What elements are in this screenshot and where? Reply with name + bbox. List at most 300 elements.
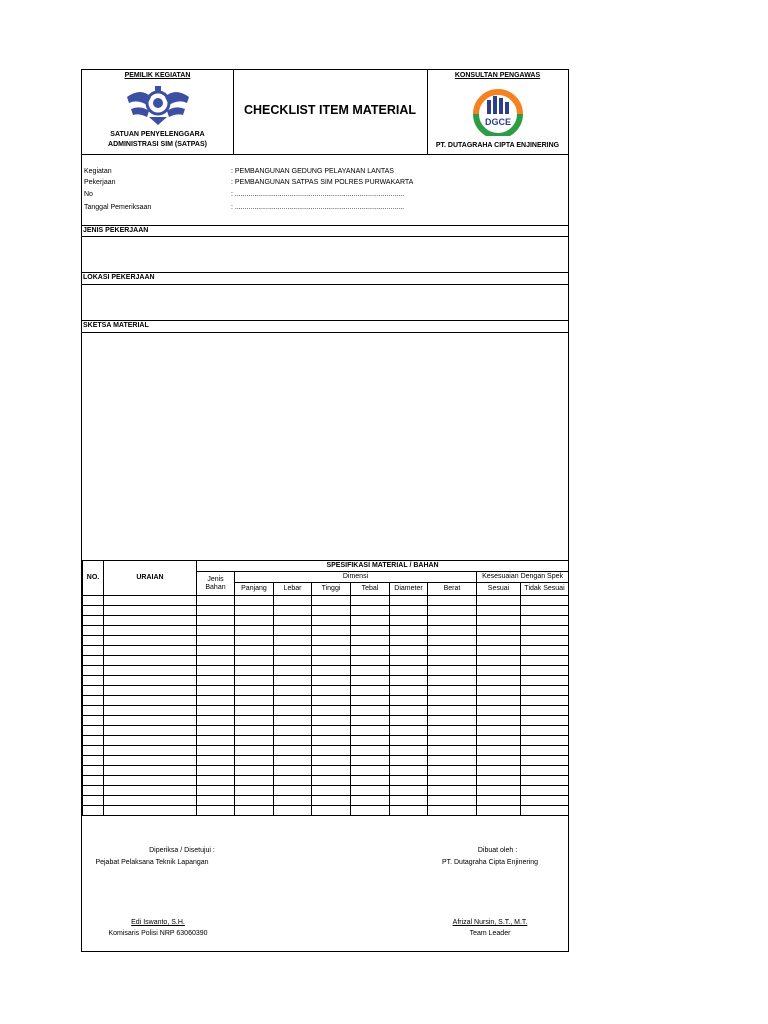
- table-cell: [274, 736, 312, 746]
- col-uraian-header: URAIAN: [104, 561, 197, 596]
- table-cell: [274, 616, 312, 626]
- material-spec-table: [82, 560, 569, 816]
- table-cell: [477, 736, 521, 746]
- col-tebal-header: Tebal: [351, 583, 390, 596]
- table-cell: [351, 686, 390, 696]
- table-cell: [104, 626, 197, 636]
- table-cell: [390, 626, 428, 636]
- table-cell: [521, 806, 569, 816]
- table-cell: [312, 746, 351, 756]
- table-cell: [235, 746, 274, 756]
- table-row: [83, 676, 569, 686]
- table-cell: [104, 636, 197, 646]
- table-cell: [390, 676, 428, 686]
- table-cell: [104, 766, 197, 776]
- table-cell: [83, 646, 104, 656]
- table-cell: [197, 656, 235, 666]
- table-cell: [390, 706, 428, 716]
- owner-name-line2: ADMINISTRASI SIM (SATPAS): [108, 141, 207, 148]
- table-cell: [428, 746, 477, 756]
- table-cell: [351, 766, 390, 776]
- table-cell: [351, 786, 390, 796]
- table-cell: [197, 776, 235, 786]
- table-cell: [351, 796, 390, 806]
- table-cell: [235, 676, 274, 686]
- no-value: : .......................................................................................: [231, 191, 405, 198]
- col-lebar-header: Lebar: [274, 583, 312, 596]
- table-cell: [351, 726, 390, 736]
- col-diameter-header: Diameter: [390, 583, 428, 596]
- table-cell: [312, 656, 351, 666]
- table-cell: [197, 806, 235, 816]
- table-cell: [104, 726, 197, 736]
- table-cell: [428, 666, 477, 676]
- table-cell: [312, 676, 351, 686]
- table-row: [83, 766, 569, 776]
- table-cell: [104, 706, 197, 716]
- table-cell: [83, 656, 104, 666]
- table-cell: [197, 726, 235, 736]
- table-cell: [83, 606, 104, 616]
- table-cell: [477, 796, 521, 806]
- table-cell: [390, 606, 428, 616]
- table-cell: [274, 676, 312, 686]
- table-cell: [83, 636, 104, 646]
- table-cell: [197, 766, 235, 776]
- table-cell: [104, 646, 197, 656]
- table-cell: [312, 786, 351, 796]
- table-cell: [428, 806, 477, 816]
- table-cell: [274, 686, 312, 696]
- table-cell: [351, 626, 390, 636]
- checklist-sheet: [81, 69, 569, 952]
- table-cell: [83, 806, 104, 816]
- table-cell: [274, 696, 312, 706]
- dgce-logo-icon: [471, 84, 525, 136]
- table-cell: [274, 796, 312, 806]
- table-cell: [104, 776, 197, 786]
- table-cell: [235, 736, 274, 746]
- table-cell: [83, 616, 104, 626]
- kegiatan-value: : PEMBANGUNAN GEDUNG PELAYANAN LANTAS: [231, 168, 394, 175]
- table-cell: [197, 686, 235, 696]
- pekerjaan-label: Pekerjaan: [84, 179, 116, 186]
- table-cell: [428, 796, 477, 806]
- table-cell: [477, 596, 521, 606]
- table-cell: [235, 656, 274, 666]
- table-cell: [104, 756, 197, 766]
- table-cell: [390, 776, 428, 786]
- table-cell: [274, 636, 312, 646]
- table-cell: [312, 776, 351, 786]
- table-cell: [312, 626, 351, 636]
- table-row: [83, 806, 569, 816]
- table-cell: [428, 706, 477, 716]
- table-cell: [83, 736, 104, 746]
- col-jenis-bahan-header: [197, 572, 235, 596]
- sketsa-sub-line: [82, 332, 568, 333]
- table-cell: [521, 616, 569, 626]
- table-cell: [521, 766, 569, 776]
- table-cell: [390, 806, 428, 816]
- table-row: [83, 746, 569, 756]
- table-cell: [83, 696, 104, 706]
- table-cell: [235, 716, 274, 726]
- table-cell: [235, 786, 274, 796]
- table-cell: [390, 796, 428, 806]
- table-cell: [312, 616, 351, 626]
- table-cell: [428, 736, 477, 746]
- table-cell: [390, 656, 428, 666]
- table-cell: [521, 726, 569, 736]
- table-cell: [428, 726, 477, 736]
- table-cell: [235, 686, 274, 696]
- table-cell: [521, 736, 569, 746]
- table-cell: [312, 686, 351, 696]
- table-row: [83, 686, 569, 696]
- col-tinggi-header: Tinggi: [312, 583, 351, 596]
- table-cell: [351, 666, 390, 676]
- table-cell: [274, 806, 312, 816]
- satpas-emblem-icon: [125, 83, 191, 127]
- table-cell: [312, 736, 351, 746]
- table-cell: [312, 596, 351, 606]
- table-cell: [104, 716, 197, 726]
- table-cell: [235, 606, 274, 616]
- col-jenis-bahan-line2: Bahan: [205, 583, 226, 591]
- table-cell: [83, 726, 104, 736]
- table-cell: [428, 656, 477, 666]
- table-cell: [428, 776, 477, 786]
- table-cell: [521, 696, 569, 706]
- table-cell: [83, 706, 104, 716]
- table-cell: [477, 666, 521, 676]
- table-cell: [351, 606, 390, 616]
- table-cell: [274, 656, 312, 666]
- table-cell: [274, 596, 312, 606]
- right-org: PT. Dutagraha Cipta Enjinering: [441, 859, 539, 866]
- table-cell: [274, 766, 312, 776]
- owner-label: PEMILIK KEGIATAN: [124, 72, 191, 79]
- table-cell: [197, 596, 235, 606]
- table-cell: [104, 616, 197, 626]
- table-cell: [197, 786, 235, 796]
- table-cell: [428, 766, 477, 776]
- table-cell: [477, 786, 521, 796]
- table-cell: [235, 726, 274, 736]
- tanggal-label: Tanggal Pemeriksaan: [84, 204, 152, 211]
- table-cell: [274, 726, 312, 736]
- table-cell: [351, 696, 390, 706]
- table-cell: [477, 696, 521, 706]
- table-cell: [477, 806, 521, 816]
- table-row: [83, 726, 569, 736]
- table-cell: [477, 766, 521, 776]
- table-cell: [197, 696, 235, 706]
- table-cell: [390, 766, 428, 776]
- lokasi-pekerjaan-heading: LOKASI PEKERJAAN: [83, 274, 155, 281]
- table-row: [83, 776, 569, 786]
- table-cell: [351, 706, 390, 716]
- table-cell: [235, 596, 274, 606]
- table-cell: [351, 616, 390, 626]
- table-cell: [104, 786, 197, 796]
- table-cell: [521, 676, 569, 686]
- table-row: [83, 616, 569, 626]
- table-cell: [104, 596, 197, 606]
- table-cell: [197, 746, 235, 756]
- table-cell: [312, 726, 351, 736]
- table-cell: [521, 756, 569, 766]
- table-cell: [104, 686, 197, 696]
- left-role: Diperiksa / Disetujui :: [149, 847, 215, 854]
- table-cell: [235, 706, 274, 716]
- table-cell: [274, 606, 312, 616]
- table-row: [83, 706, 569, 716]
- table-cell: [274, 646, 312, 656]
- table-cell: [235, 806, 274, 816]
- table-cell: [390, 736, 428, 746]
- table-cell: [83, 596, 104, 606]
- table-cell: [312, 696, 351, 706]
- table-cell: [521, 796, 569, 806]
- table-cell: [235, 616, 274, 626]
- table-cell: [390, 666, 428, 676]
- table-cell: [351, 636, 390, 646]
- right-signatory-title: Team Leader: [469, 930, 511, 937]
- table-cell: [274, 626, 312, 636]
- table-cell: [351, 806, 390, 816]
- lokasi-sub-line: [82, 284, 568, 285]
- table-cell: [104, 746, 197, 756]
- table-cell: [312, 666, 351, 676]
- table-cell: [521, 776, 569, 786]
- table-cell: [390, 686, 428, 696]
- header-bottom-line: [82, 154, 568, 155]
- table-cell: [312, 766, 351, 776]
- table-cell: [312, 706, 351, 716]
- table-cell: [312, 606, 351, 616]
- table-cell: [477, 626, 521, 636]
- table-cell: [197, 606, 235, 616]
- table-cell: [197, 716, 235, 726]
- table-cell: [197, 676, 235, 686]
- table-cell: [428, 626, 477, 636]
- table-cell: [428, 646, 477, 656]
- table-cell: [521, 686, 569, 696]
- table-cell: [197, 666, 235, 676]
- table-cell: [104, 696, 197, 706]
- table-cell: [428, 676, 477, 686]
- table-cell: [477, 606, 521, 616]
- table-cell: [104, 676, 197, 686]
- left-org: Pejabat Pelaksana Teknik Lapangan: [95, 859, 209, 866]
- table-cell: [477, 686, 521, 696]
- table-cell: [274, 756, 312, 766]
- table-cell: [83, 756, 104, 766]
- table-cell: [521, 646, 569, 656]
- table-cell: [83, 786, 104, 796]
- table-cell: [83, 686, 104, 696]
- table-cell: [235, 776, 274, 786]
- table-cell: [390, 726, 428, 736]
- table-cell: [235, 756, 274, 766]
- table-cell: [274, 786, 312, 796]
- table-cell: [274, 716, 312, 726]
- table-cell: [477, 656, 521, 666]
- table-cell: [197, 626, 235, 636]
- table-cell: [428, 686, 477, 696]
- table-cell: [312, 796, 351, 806]
- jenis-pekerjaan-heading: JENIS PEKERJAAN: [83, 227, 149, 234]
- pekerjaan-value: : PEMBANGUNAN SATPAS SIM POLRES PURWAKARTA: [231, 179, 414, 186]
- table-cell: [104, 806, 197, 816]
- col-spesifikasi-header: SPESIFIKASI MATERIAL / BAHAN: [197, 561, 569, 572]
- table-row: [83, 696, 569, 706]
- table-cell: [390, 696, 428, 706]
- table-cell: [428, 596, 477, 606]
- col-no-header: NO.: [83, 561, 104, 596]
- table-row: [83, 656, 569, 666]
- table-cell: [428, 786, 477, 796]
- table-row: [83, 606, 569, 616]
- table-cell: [390, 746, 428, 756]
- table-cell: [390, 596, 428, 606]
- left-signatory-name: Edi Iswanto, S.H.: [131, 919, 185, 926]
- table-cell: [274, 746, 312, 756]
- table-cell: [477, 616, 521, 626]
- table-cell: [83, 776, 104, 786]
- table-cell: [521, 666, 569, 676]
- col-dimensi-header: Dimensi: [235, 572, 477, 583]
- table-cell: [351, 756, 390, 766]
- table-cell: [477, 716, 521, 726]
- table-cell: [274, 666, 312, 676]
- table-cell: [312, 646, 351, 656]
- table-cell: [428, 716, 477, 726]
- table-cell: [83, 796, 104, 806]
- table-cell: [104, 736, 197, 746]
- right-role: Dibuat oleh :: [477, 847, 518, 854]
- left-signatory-title: Komisaris Polisi NRP 63060390: [108, 930, 208, 937]
- table-cell: [521, 656, 569, 666]
- table-cell: [197, 706, 235, 716]
- table-cell: [312, 636, 351, 646]
- table-cell: [312, 716, 351, 726]
- table-cell: [428, 616, 477, 626]
- table-row: [83, 596, 569, 606]
- table-cell: [428, 696, 477, 706]
- table-cell: [428, 606, 477, 616]
- table-cell: [235, 666, 274, 676]
- table-cell: [351, 646, 390, 656]
- table-cell: [477, 726, 521, 736]
- table-row: [83, 666, 569, 676]
- table-cell: [197, 616, 235, 626]
- table-cell: [390, 786, 428, 796]
- table-cell: [477, 706, 521, 716]
- table-cell: [197, 756, 235, 766]
- table-cell: [235, 636, 274, 646]
- table-cell: [351, 716, 390, 726]
- table-cell: [477, 776, 521, 786]
- table-row: [83, 756, 569, 766]
- table-row: [83, 796, 569, 806]
- table-row: [83, 786, 569, 796]
- table-cell: [521, 606, 569, 616]
- table-row: [83, 626, 569, 636]
- table-cell: [390, 756, 428, 766]
- table-cell: [521, 636, 569, 646]
- table-cell: [521, 626, 569, 636]
- col-jenis-bahan-line1: Jenis: [207, 575, 224, 583]
- table-row: [83, 736, 569, 746]
- table-row: [83, 716, 569, 726]
- owner-name-line1: SATUAN PENYELENGGARA: [110, 131, 205, 138]
- kegiatan-label: Kegiatan: [84, 168, 112, 175]
- table-cell: [477, 636, 521, 646]
- table-cell: [197, 636, 235, 646]
- table-cell: [235, 626, 274, 636]
- table-cell: [390, 616, 428, 626]
- table-cell: [428, 756, 477, 766]
- sketsa-top-line: [82, 320, 568, 321]
- table-cell: [351, 596, 390, 606]
- col-panjang-header: Panjang: [235, 583, 274, 596]
- consultant-name: PT. DUTAGRAHA CIPTA ENJINERING: [435, 142, 560, 149]
- table-cell: [390, 646, 428, 656]
- col-berat-header: Berat: [428, 583, 477, 596]
- table-cell: [477, 676, 521, 686]
- jenis-top-line: [82, 225, 568, 226]
- table-cell: [104, 606, 197, 616]
- table-cell: [351, 656, 390, 666]
- table-row: [83, 646, 569, 656]
- table-cell: [351, 676, 390, 686]
- table-cell: [428, 636, 477, 646]
- table-cell: [235, 796, 274, 806]
- table-cell: [477, 756, 521, 766]
- table-cell: [390, 716, 428, 726]
- table-cell: [351, 776, 390, 786]
- right-signatory-name: Afrizal Nursin, S.T., M.T.: [452, 919, 528, 926]
- col-kesesuaian-header: Kesesuaian Dengan Spek: [477, 572, 569, 583]
- col-sesuai-header: Sesuai: [477, 583, 521, 596]
- table-cell: [235, 646, 274, 656]
- table-cell: [83, 676, 104, 686]
- tanggal-value: : .......................................................................................: [231, 204, 405, 211]
- table-row: [83, 636, 569, 646]
- table-cell: [477, 646, 521, 656]
- table-cell: [521, 716, 569, 726]
- table-cell: [104, 796, 197, 806]
- table-cell: [83, 766, 104, 776]
- jenis-sub-line: [82, 236, 568, 237]
- col-tidak-sesuai-header: Tidak Sesuai: [521, 583, 569, 596]
- document-title: CHECKLIST ITEM MATERIAL: [244, 103, 416, 117]
- table-cell: [83, 746, 104, 756]
- table-cell: [197, 736, 235, 746]
- table-cell: [83, 716, 104, 726]
- table-cell: [521, 746, 569, 756]
- table-cell: [390, 636, 428, 646]
- table-cell: [104, 666, 197, 676]
- table-cell: [83, 666, 104, 676]
- dgce-logo-text: DGCE: [484, 117, 512, 127]
- table-cell: [521, 596, 569, 606]
- table-cell: [351, 736, 390, 746]
- sketsa-material-heading: SKETSA MATERIAL: [83, 322, 149, 329]
